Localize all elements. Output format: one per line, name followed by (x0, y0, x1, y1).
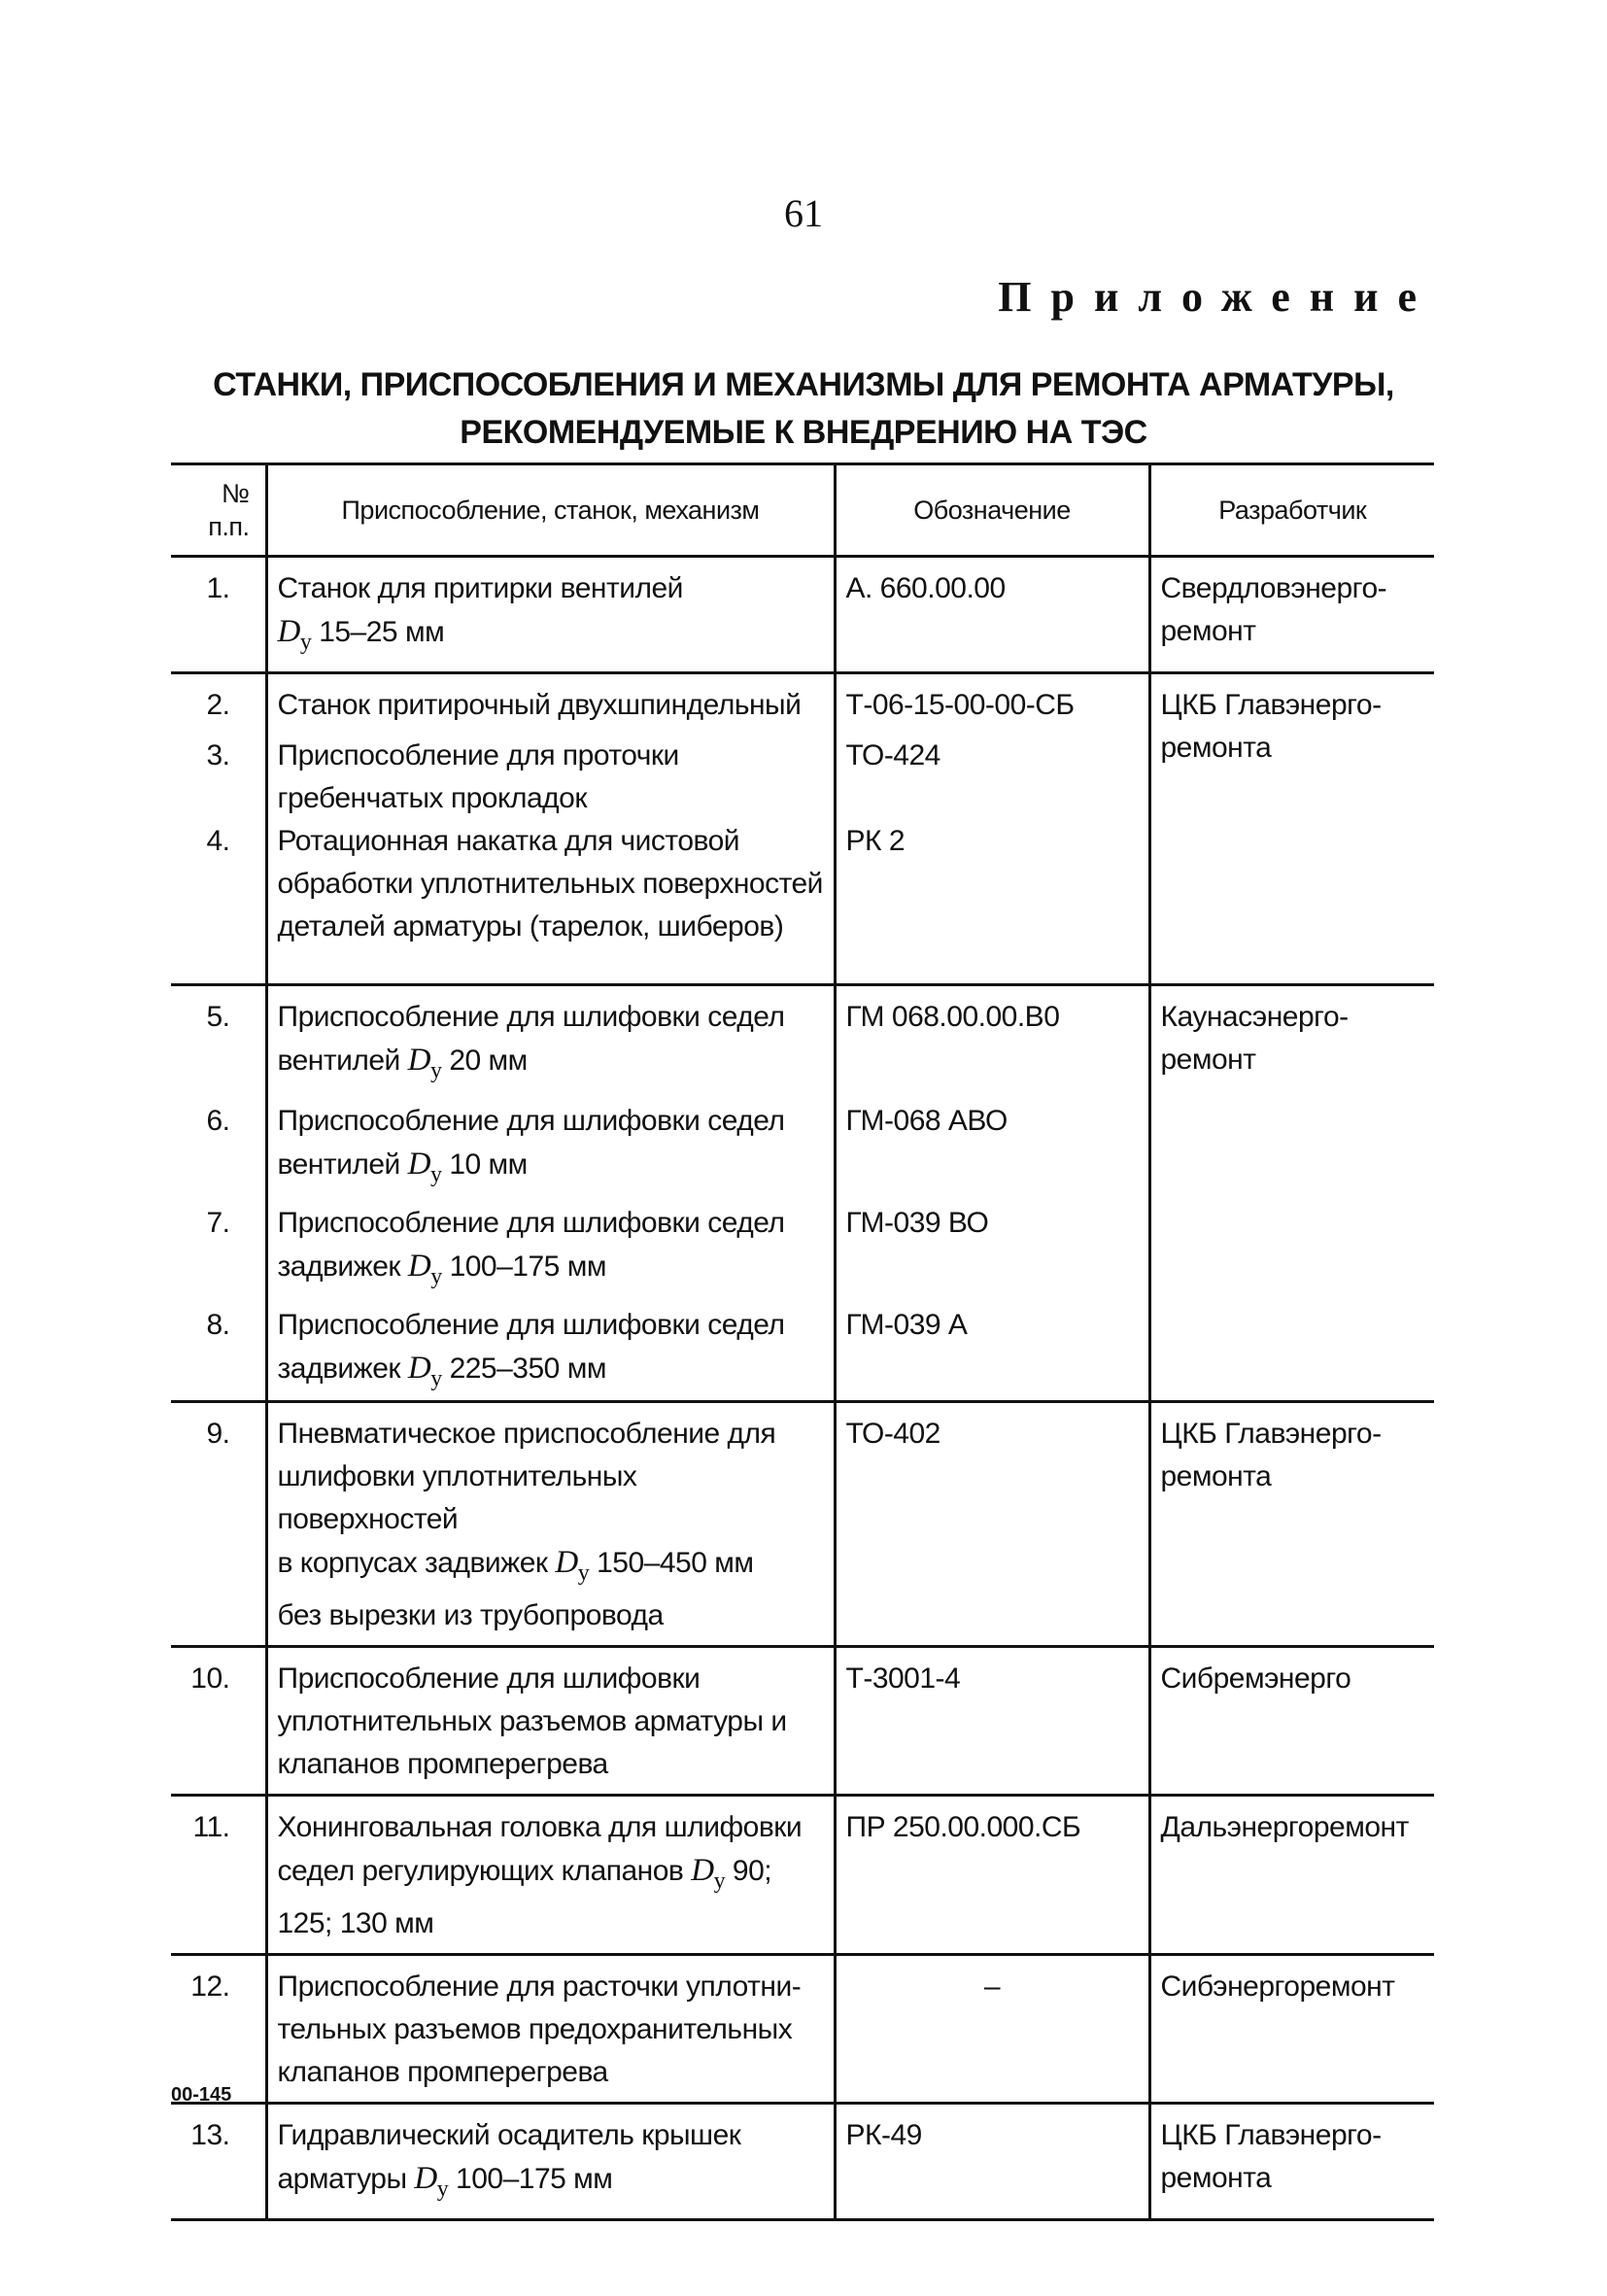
header-developer: Разработчик (1149, 464, 1434, 557)
row-num: 9. (171, 1402, 266, 1647)
document-code: 00-145 (171, 2084, 232, 2106)
row-developer: Каунасэнерго- ремонт (1149, 985, 1434, 1402)
row-designation: ГМ-068 АВО (835, 1100, 1149, 1196)
row-developer: ЦКБ Главэнерго- ремонта (1149, 2104, 1434, 2220)
dy-symbol: $D_у$ (407, 1351, 442, 1391)
row-designation: ТО-402 (835, 1402, 1149, 1647)
table-row (171, 557, 1434, 673)
row-designation: ПР 250.00.000.СБ (835, 1796, 1149, 1955)
row-num: 4. (206, 825, 230, 857)
row-device: Станок притирочный двухшпиндельный (266, 673, 835, 736)
table-row (171, 1796, 1434, 1955)
row-designation: ГМ 068.00.00.В0 (835, 985, 1149, 1101)
table-header-row (171, 464, 1434, 557)
row-num: 2. (171, 673, 266, 736)
row-designation: Т-06-15-00-00-СБ (835, 673, 1149, 736)
table-row (171, 1647, 1434, 1796)
row-designation: ГМ-039 А (835, 1298, 1149, 1402)
dy-symbol: $D_у$ (555, 1545, 590, 1586)
row-num: 5. (171, 985, 266, 1101)
row-num: 7. (206, 1207, 230, 1239)
row-device: Гидравлический осадитель крышек арматуры $D_у$ 100–175 мм (266, 2104, 835, 2220)
table-row (171, 2104, 1434, 2220)
dy-symbol: $D_у$ (691, 1853, 726, 1894)
row-num: 6. (206, 1105, 230, 1137)
title-line-2: РЕКОМЕНДУЕМЫЕ К ВНЕДРЕНИЮ НА ТЭС (460, 414, 1147, 451)
row-designation: РК 2 (835, 820, 1149, 985)
row-designation: ГМ-039 ВО (835, 1196, 1149, 1298)
row-device: Приспособление для шлифовки седел задвижек $D_у$ 100–175 мм (266, 1196, 835, 1298)
row-device: Приспособление для шлифовки седел вентилей $D_у$ 10 мм (266, 1100, 835, 1196)
page-number: 61 (784, 191, 823, 235)
row-developer: Дальэнергоремонт (1149, 1796, 1434, 1955)
row-device: Приспособление для шлифовки уплотнительных разъемов арматуры и клапанов промперегрева (266, 1647, 835, 1796)
table-row (171, 1402, 1434, 1647)
table-row (171, 673, 1434, 736)
row-device: Приспособление для шлифовки седел вентилей $D_у$ 20 мм (266, 985, 835, 1101)
document-title (0, 361, 1607, 457)
title-line-1: СТАНКИ, ПРИСПОСОБЛЕНИЯ И МЕХАНИЗМЫ ДЛЯ РЕМОНТА АРМАТУРЫ, (213, 366, 1394, 403)
row-num: 1. (171, 557, 266, 673)
row-num: 12. (171, 1955, 266, 2104)
row-device: Пневматическое приспособление для шлифовки уплотнительных поверхностей в корпусах задвижек $D_у$ 150–450 мм без вырезки из трубопровода (266, 1402, 835, 1647)
device-line: Станок для притирки вентилей (277, 572, 683, 604)
appendix-label: Приложение (998, 273, 1436, 321)
header-device: Приспособление, станок, механизм (266, 464, 835, 557)
header-num (171, 464, 266, 557)
row-designation: РК-49 (835, 2104, 1149, 2220)
row-developer: Свердловэнерго- ремонт (1149, 557, 1434, 673)
equipment-table (171, 463, 1434, 2221)
row-num: 10. (171, 1647, 266, 1796)
row-developer: ЦКБ Главэнерго- ремонта (1149, 673, 1434, 985)
dy-symbol: $D_у$ (407, 1043, 442, 1083)
row-device: Приспособление для шлифовки седел задвижек $D_у$ 225–350 мм (266, 1298, 835, 1402)
row-designation: ТО-424 (835, 735, 1149, 820)
row-developer: ЦКБ Главэнерго- ремонта (1149, 1402, 1434, 1647)
dy-symbol: $D_у$ (414, 2161, 449, 2202)
dy-symbol: $D_у$ (277, 614, 312, 655)
table-row (171, 1955, 1434, 2104)
row-num: 11. (171, 1796, 266, 1955)
row-num: 8. (206, 1309, 230, 1341)
row-developer: Сибремэнерго (1149, 1647, 1434, 1796)
row-device (266, 557, 835, 673)
row-designation: Т-3001-4 (835, 1647, 1149, 1796)
header-num-symbol: № (222, 479, 250, 508)
table-row (171, 985, 1434, 1101)
row-developer: Сибэнергоремонт (1149, 1955, 1434, 2104)
row-designation: – (835, 1955, 1149, 2104)
device-line: $D_у$ 15–25 мм (277, 614, 445, 655)
row-designation: А. 660.00.00 (835, 557, 1149, 673)
row-num: 3. (206, 739, 230, 771)
header-designation: Обозначение (835, 464, 1149, 557)
dy-symbol: $D_у$ (407, 1249, 442, 1289)
header-num-label: п.п. (208, 512, 250, 541)
dy-symbol: $D_у$ (407, 1147, 442, 1187)
row-device: Приспособление для проточки гребенчатых прокладок (266, 735, 835, 820)
row-device: Хонинговальная головка для шлифовки седел регулирующих клапанов $D_у$ 90; 125; 130 мм (266, 1796, 835, 1955)
row-device: Приспособление для расточки уплотни- тельных разъемов предохранительных клапанов промперегрева (266, 1955, 835, 2104)
row-num: 13. (171, 2104, 266, 2220)
row-device: Ротационная накатка для чистовой обработки уплотнительных поверхностей деталей арматуры (тарелок, шиберов) (266, 820, 835, 985)
